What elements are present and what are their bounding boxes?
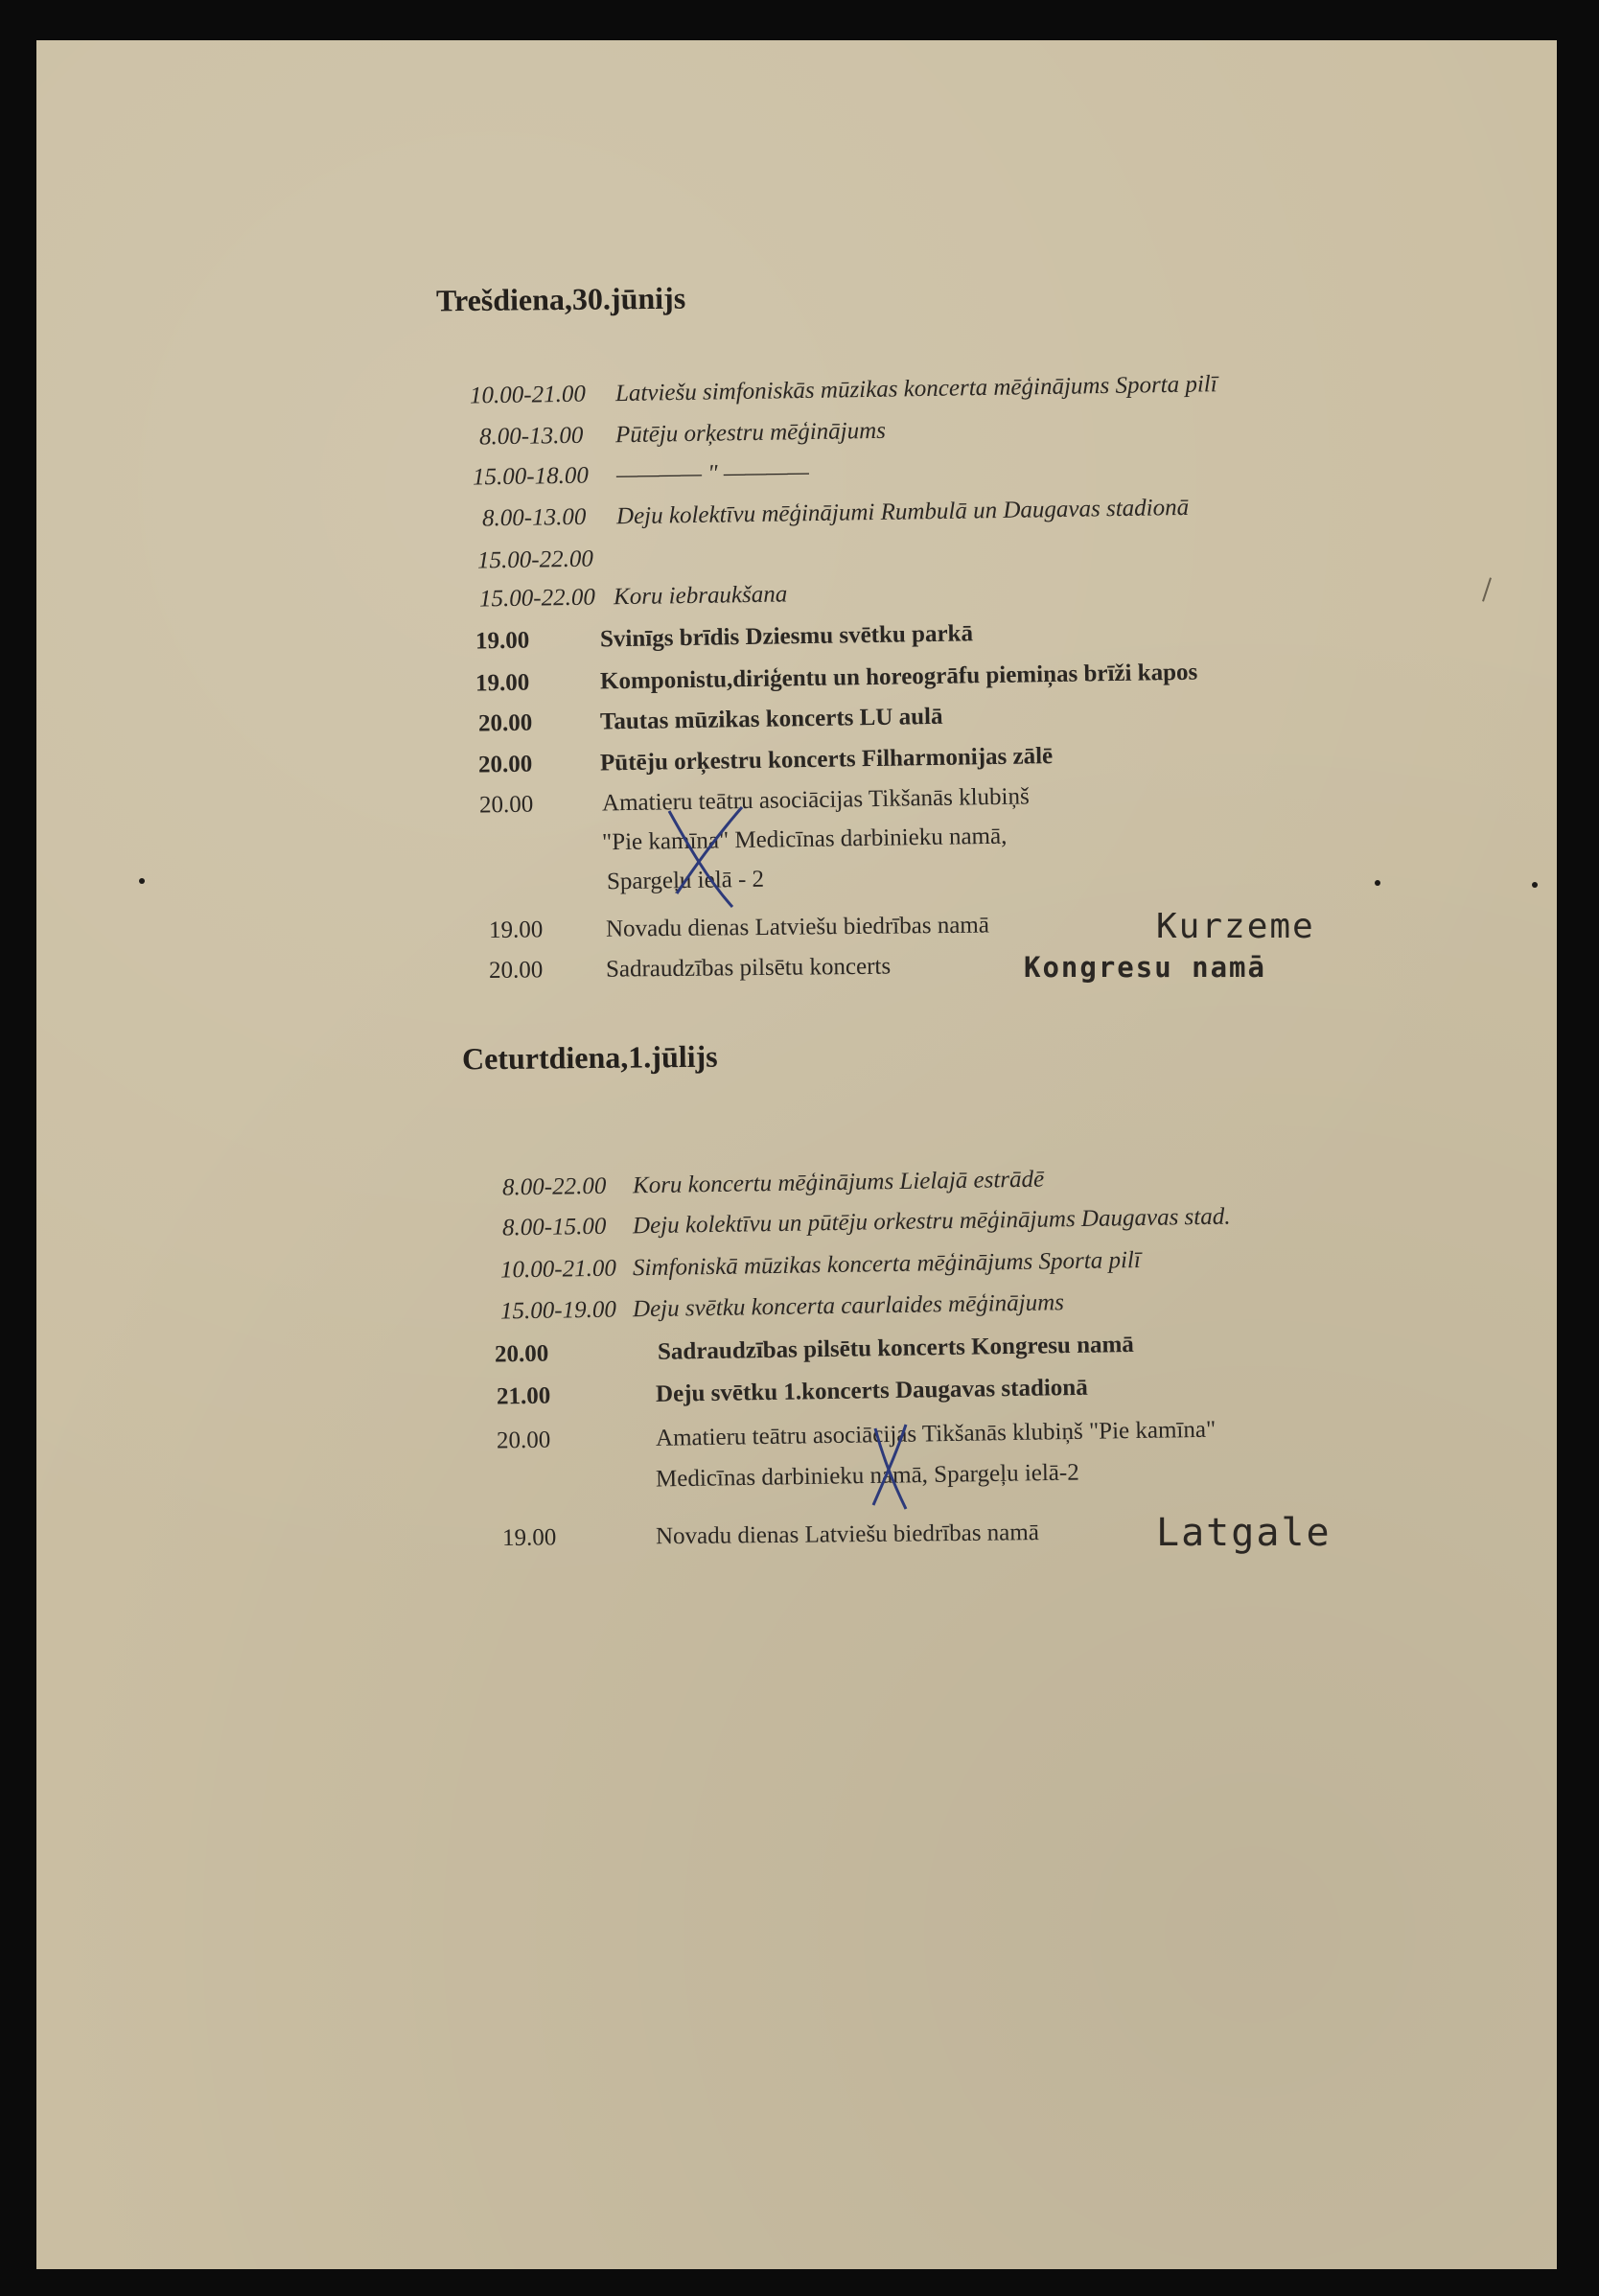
document-page [36,40,1557,2269]
schedule-text: ———— " ———— [615,458,810,489]
schedule-time: 15.00-18.00 [472,462,590,491]
schedule-time: 20.00 [478,791,534,819]
schedule-text: Amatieru teātru asociācijas Tikšanās klubiņš "Pie kamīna" [655,1416,1217,1451]
schedule-time: 20.00 [488,957,544,984]
day-title-thursday: Ceturtdiena,1.jūlijs [461,1038,718,1077]
schedule-time: 10.00-21.00 [499,1255,617,1284]
schedule-text: Pūtēju orķestru koncerts Filharmonijas zālē [599,743,1054,777]
schedule-time: 15.00-19.00 [499,1296,617,1325]
schedule-time: 10.00-21.00 [469,381,587,409]
schedule-row [475,615,1386,656]
schedule-text: Sadraudzības pilsētu koncerts Kongresu namā [657,1331,1135,1365]
schedule-row [495,1328,1405,1369]
schedule-time: 8.00-13.00 [481,503,587,532]
schedule-time: 8.00-22.00 [501,1172,607,1201]
schedule-row [500,1285,1411,1326]
schedule-text: Novadu dienas Latviešu biedrības namā [655,1519,1040,1550]
schedule-text: Amatieru teātru asociācijas Tikšanās klubiņš [601,783,1030,817]
schedule-text: Komponistu,diriģentu un horeogrāfu piemiņas brīži kapos [599,659,1198,695]
schedule-time: 15.00-22.00 [478,584,596,613]
paper-speck [139,878,145,884]
schedule-text: Koru koncertu mēģinājums Lielajā estrādē [632,1166,1045,1199]
schedule-time: 19.00 [501,1524,557,1551]
paper-mark [1482,577,1492,601]
handwritten-cross-mark [856,1419,923,1515]
schedule-row [479,410,1390,452]
schedule-time: 8.00-13.00 [478,422,584,451]
schedule-row [497,1370,1407,1411]
schedule-text: Deju kolektīvu mēģinājumi Rumbulā un Daugavas stadionā [615,494,1190,530]
schedule-row [482,492,1393,533]
schedule-text: Simfoniskā mūzikas koncerta mēģinājums Sporta pilī [632,1246,1142,1282]
schedule-time: 20.00 [477,709,533,737]
schedule-row [475,657,1386,698]
handwritten-cross-mark [650,798,755,913]
paper-speck [1375,880,1380,886]
schedule-row [479,778,1390,820]
schedule-continuation: Medicīnas darbinieku namā, Spargeļu ielā-2 [655,1459,1079,1493]
schedule-text: Deju svētku 1.koncerts Daugavas stadionā [655,1374,1088,1407]
schedule-time: 19.00 [488,916,544,943]
typed-venue-label: Kongresu namā [1024,951,1266,984]
schedule-row [500,1243,1411,1285]
schedule-text: Pūtēju orķestru mēģinājums [614,417,887,449]
schedule-row [478,738,1389,779]
paper-speck [1532,882,1538,888]
schedule-row [477,534,1388,575]
schedule-time: 20.00 [494,1340,549,1368]
schedule-row [473,451,1383,492]
schedule-text: Latviešu simfoniskās mūzikas koncerta mēģinājums Sporta pilī [614,371,1217,407]
typed-region-label: Latgale [1156,1511,1332,1555]
schedule-row [502,1161,1413,1202]
schedule-text: Sadraudzības pilsētu koncerts [605,953,892,983]
schedule-row [478,697,1389,738]
schedule-time: 21.00 [496,1382,551,1410]
schedule-continuation: "Pie kamīna" Medicīnas darbinieku namā, [601,823,1008,856]
schedule-row [470,369,1380,410]
schedule-time: 15.00-22.00 [476,545,594,574]
schedule-row [497,1414,1407,1455]
day-title-wednesday: Trešdiena,30.jūnijs [435,280,686,318]
schedule-row [502,1201,1413,1242]
schedule-text: Novadu dienas Latviešu biedrības namā [605,912,990,942]
schedule-text: Svinīgs brīdis Dziesmu svētku parkā [599,620,974,653]
schedule-text: Deju svētku koncerta caurlaides mēģinājums [632,1289,1065,1323]
typed-region-label: Kurzeme [1156,907,1315,946]
schedule-row [479,572,1390,614]
schedule-time: 20.00 [496,1426,551,1454]
schedule-text: Deju kolektīvu un pūtēju orkestru mēģinājums Daugavas stad. [632,1203,1231,1240]
schedule-time: 19.00 [475,669,530,697]
schedule-text: Tautas mūzikas koncerts LU aulā [599,703,943,735]
schedule-time: 19.00 [475,627,530,655]
schedule-time: 8.00-15.00 [501,1213,607,1241]
schedule-text: Koru iebraukšana [613,581,788,611]
schedule-continuation: Spargeļu ielā - 2 [606,866,765,895]
schedule-time: 20.00 [477,751,533,778]
